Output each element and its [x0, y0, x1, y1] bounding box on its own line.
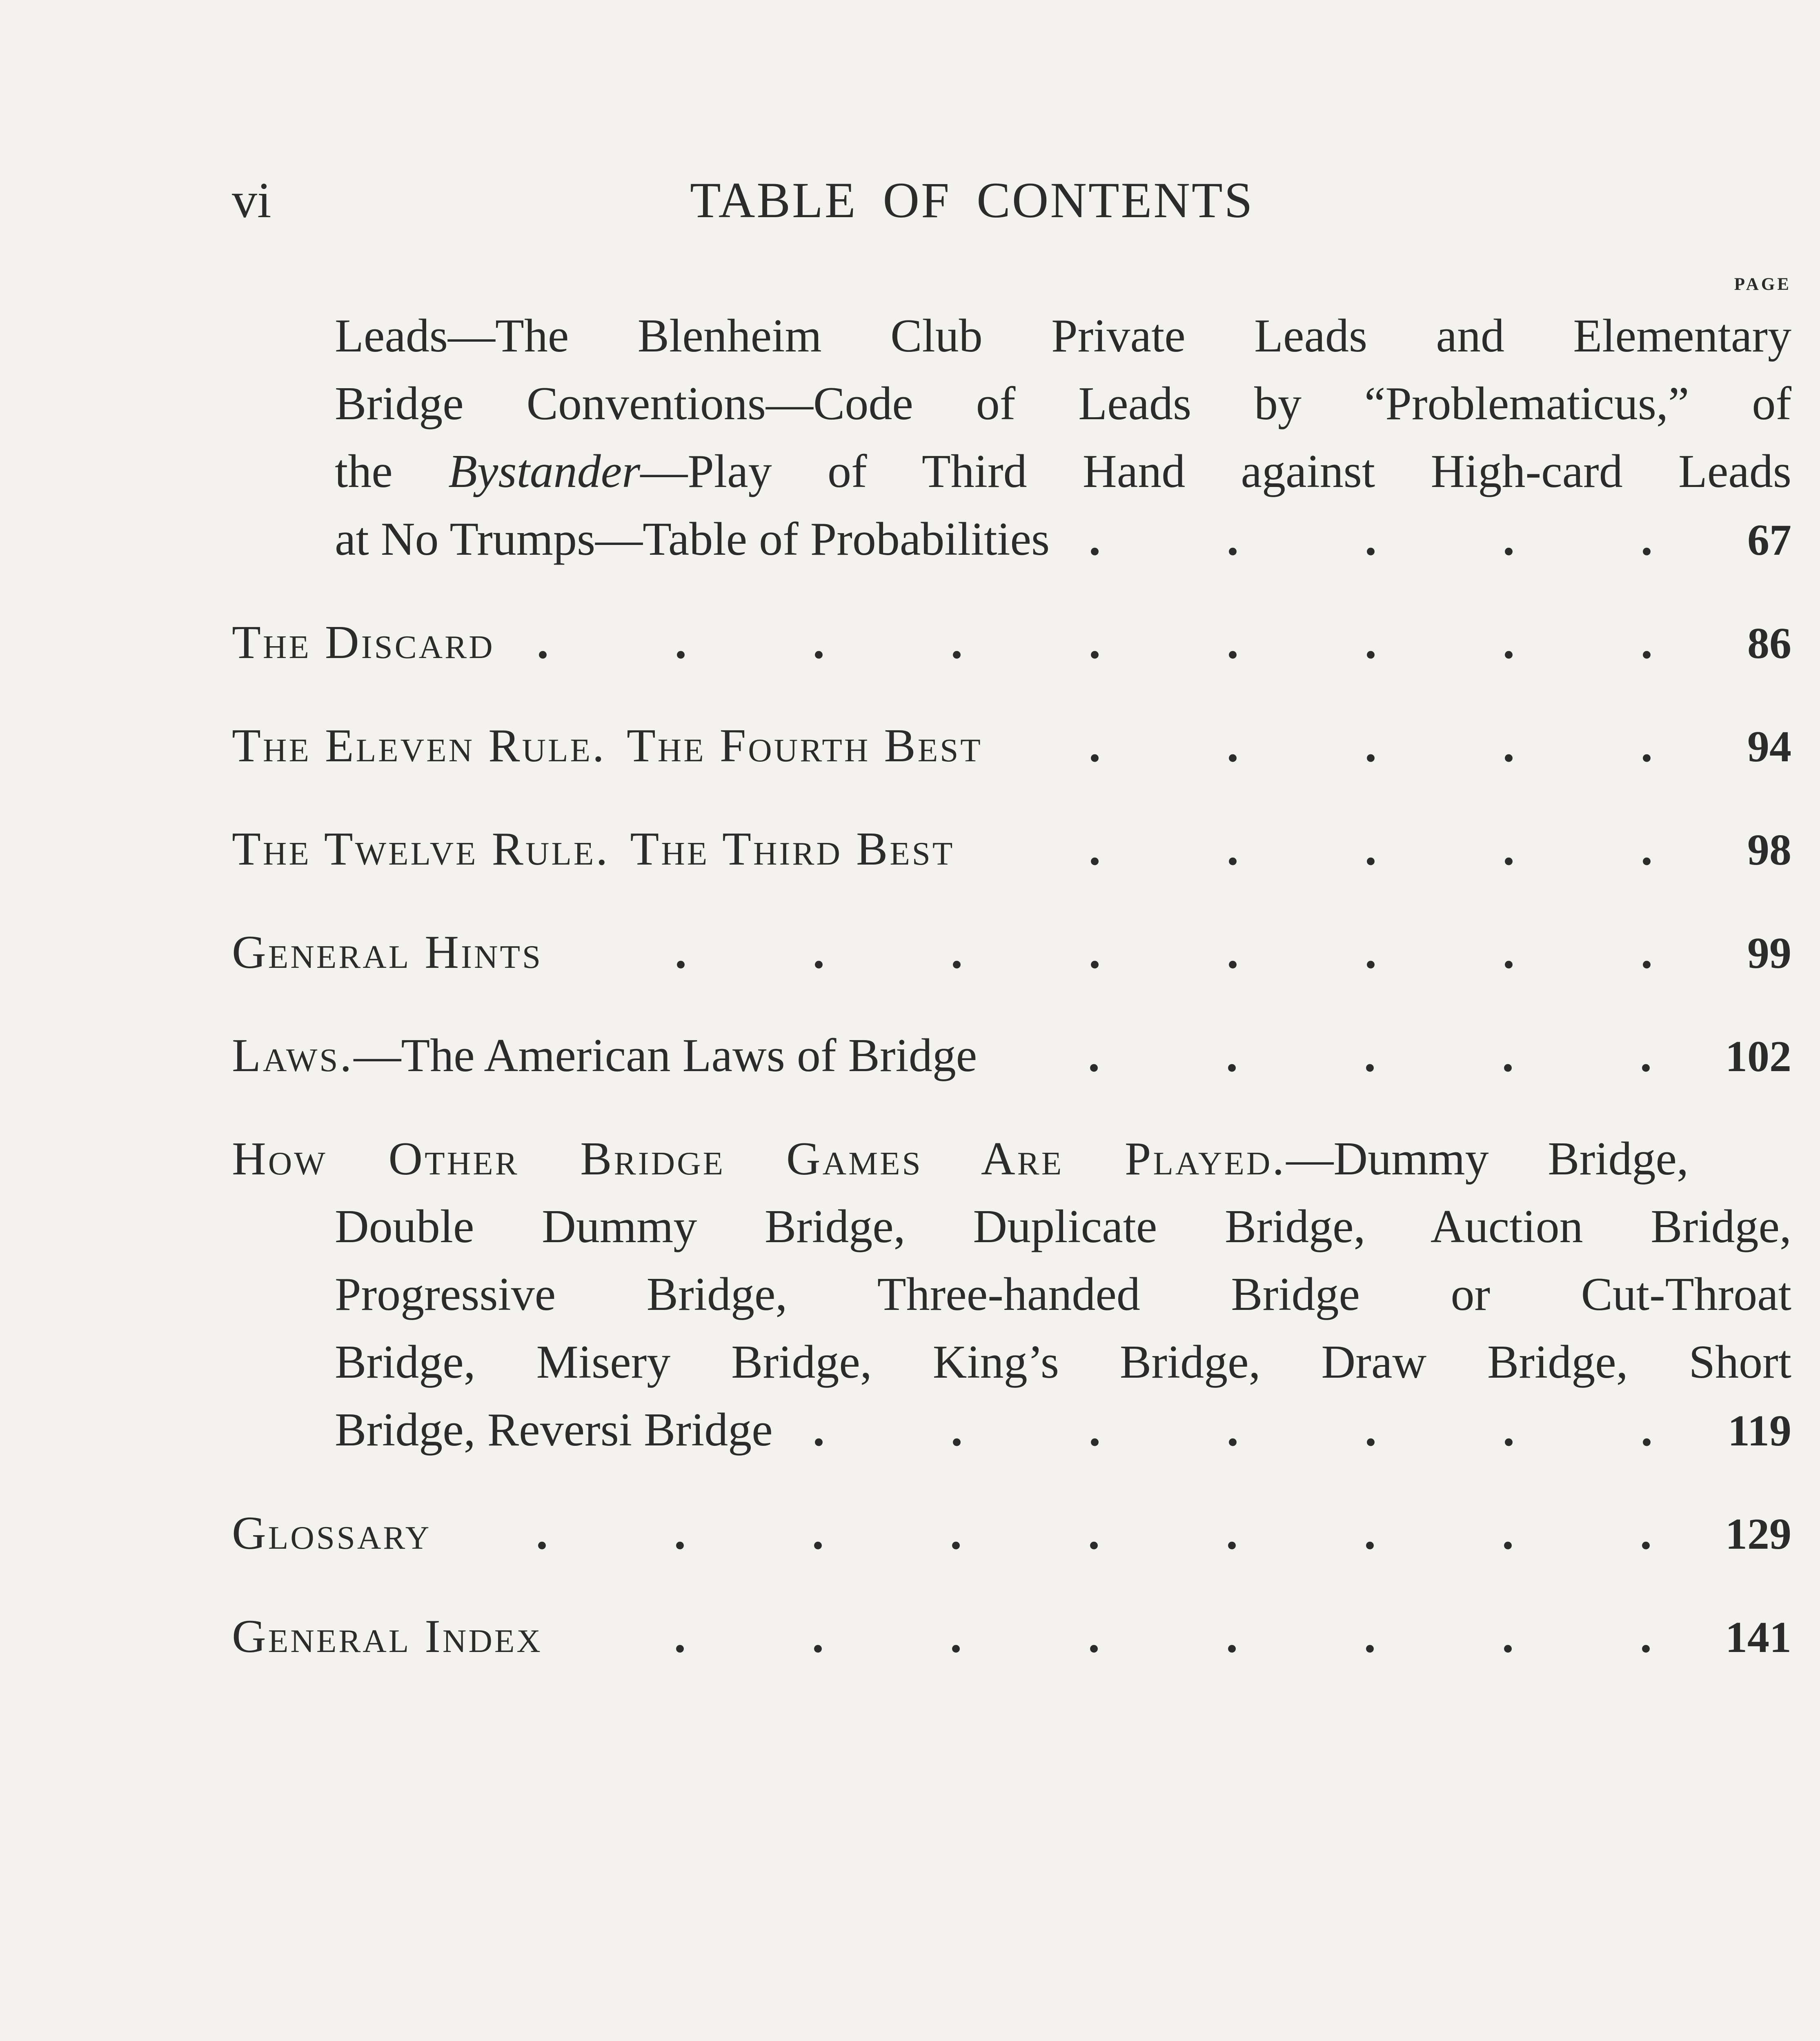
- entry-text-line: Double Dummy Bridge, Duplicate Bridge, Auction Bridge,: [335, 1201, 1791, 1253]
- entry-page-number: 102: [1725, 1032, 1791, 1081]
- entry-text-line: Progressive Bridge, Three-handed Bridge or Cut-Throat: [335, 1268, 1791, 1321]
- dot-leader: [785, 1396, 1710, 1464]
- page-column-label: page: [1734, 268, 1791, 296]
- toc-entry-twelve-rule: [232, 815, 1791, 884]
- entry-page-number: 141: [1725, 1613, 1791, 1662]
- entry-title: How Other Bridge Games Are Played.: [232, 1133, 1286, 1185]
- entry-description: —The American Laws of Bridge: [354, 1029, 977, 1082]
- running-title: TABLE OF CONTENTS: [690, 172, 1254, 228]
- dot-leader: [507, 609, 1710, 676]
- page-folio: vi: [232, 172, 271, 228]
- dot-leader: [989, 1022, 1709, 1089]
- toc-entry-glossary: [232, 1499, 1791, 1568]
- toc-entry-eleven-rule: [232, 712, 1791, 781]
- entry-page-number: 86: [1747, 619, 1791, 668]
- toc-entry-laws: [232, 1022, 1791, 1091]
- entry-page-number: 98: [1747, 826, 1791, 874]
- entry-subtitle: The Fourth Best: [626, 720, 983, 772]
- toc-entry-general-hints: [232, 918, 1791, 987]
- entry-text-line: Bridge Conventions—Code of Leads by “Problematicus,” of: [335, 378, 1791, 430]
- toc-entry-leads-continued: [232, 302, 1791, 574]
- entry-title: General Index: [232, 1610, 543, 1663]
- entry-title: Glossary: [232, 1507, 432, 1559]
- contents-list: [232, 302, 1791, 1672]
- dot-leader: [995, 712, 1710, 780]
- entry-text-line: Leads—The Blenheim Club Private Leads and Elementary: [335, 310, 1791, 362]
- dot-leader: [443, 1499, 1709, 1567]
- entry-description: —Dummy Bridge,: [1286, 1133, 1689, 1185]
- dot-leader: [1062, 505, 1710, 573]
- entry-title: General Hints: [232, 926, 543, 978]
- entry-page-number: 119: [1727, 1407, 1791, 1455]
- entry-text-line: Bridge, Reversi Bridge: [335, 1404, 773, 1456]
- entry-text-line: the Bystander—Play of Third Hand against High-card Leads: [335, 445, 1792, 498]
- entry-subtitle: The Third Best: [630, 823, 955, 875]
- entry-page-number: 129: [1725, 1510, 1791, 1559]
- dot-leader: [555, 918, 1710, 986]
- entry-title: The Eleven Rule.: [232, 720, 606, 772]
- entry-text-line: Bridge, Misery Bridge, King’s Bridge, Draw Bridge, Short: [335, 1336, 1791, 1388]
- entry-text-line: [232, 1125, 1689, 1193]
- entry-title: Laws.: [232, 1029, 354, 1082]
- entry-title: The Twelve Rule.: [232, 823, 610, 875]
- entry-text-line: at No Trumps—Table of Probabilities: [335, 513, 1050, 565]
- dot-leader: [555, 1603, 1709, 1670]
- toc-entry-other-bridge-games: [232, 1125, 1791, 1465]
- toc-entry-general-index: [232, 1603, 1791, 1672]
- entry-page-number: 94: [1747, 723, 1791, 771]
- entry-title: The Discard: [232, 616, 495, 669]
- dot-leader: [967, 815, 1710, 883]
- entry-page-number: 67: [1747, 516, 1791, 565]
- publication-title: Bystander: [448, 445, 641, 498]
- entry-page-number: 99: [1747, 929, 1791, 978]
- toc-entry-the-discard: [232, 609, 1791, 678]
